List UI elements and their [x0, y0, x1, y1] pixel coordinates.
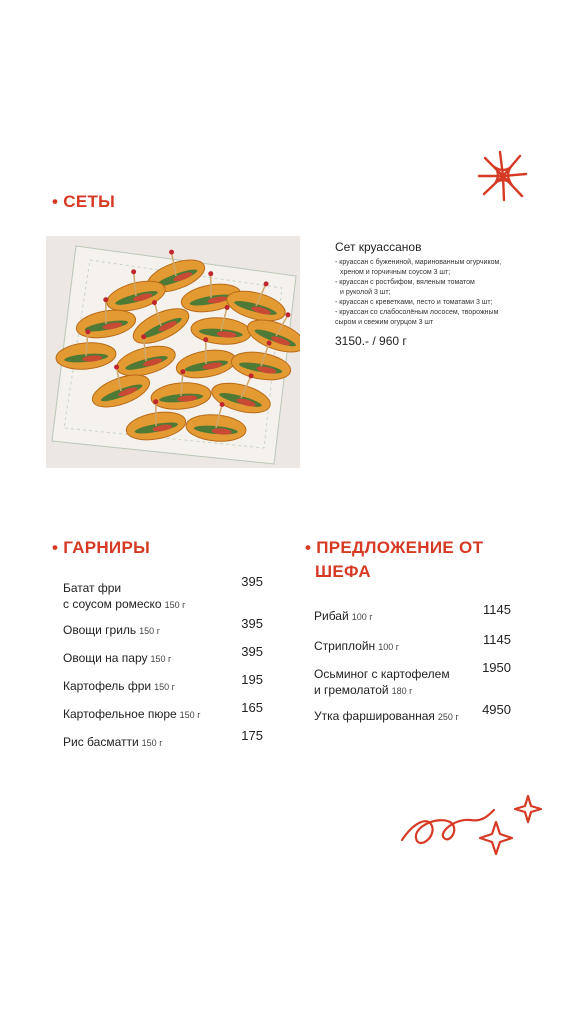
item-weight: 150 г — [164, 600, 186, 610]
chef-title-text: ПРЕДЛОЖЕНИЕ ОТ — [316, 538, 484, 557]
menu-item — [63, 644, 263, 678]
set-desc-line: и руколой 3 шт; — [340, 289, 391, 296]
set-name: Сет круассанов — [335, 240, 422, 254]
item-price: 1145 — [483, 632, 511, 647]
chef-title — [305, 536, 483, 584]
bullet: • — [52, 192, 59, 211]
item-price: 175 — [241, 728, 263, 743]
item-weight: 180 г — [391, 686, 413, 696]
menu-item — [63, 728, 263, 762]
bullet: • — [52, 538, 59, 557]
item-weight: 150 г — [154, 682, 175, 692]
bullet: • — [305, 538, 312, 557]
item-name: Утка фаршированная — [314, 709, 435, 723]
set-description — [335, 258, 535, 328]
sides-title — [52, 536, 150, 560]
sides-title-text: ГАРНИРЫ — [63, 538, 151, 557]
item-name: Рибай — [314, 609, 349, 623]
chef-title-line2: ШЕФА — [315, 562, 371, 581]
set-desc-line: - круассан с ростбифом, вяленым томатом — [335, 279, 475, 286]
item-weight: 250 г — [437, 712, 459, 722]
item-price: 395 — [241, 644, 263, 659]
item-name-cont: с соусом ромеско — [63, 597, 162, 611]
item-name-line — [314, 608, 511, 625]
item-name: Овощи гриль — [63, 623, 137, 637]
item-weight: 150 г — [141, 738, 163, 748]
item-name: Рис басматти — [63, 735, 139, 749]
menu-item — [314, 602, 511, 638]
item-name: Батат фри — [63, 581, 122, 595]
item-weight: 150 г — [139, 626, 160, 636]
item-name-line — [63, 622, 263, 639]
croissant-set-photo — [46, 236, 300, 468]
menu-item — [63, 616, 263, 650]
item-price: 195 — [241, 672, 263, 687]
item-price: 395 — [241, 574, 263, 589]
chef-list — [314, 602, 511, 736]
menu-item — [63, 672, 263, 706]
item-price: 4950 — [482, 702, 511, 717]
item-name-line — [63, 650, 263, 667]
item-name: Осьминог с картофелем — [314, 667, 450, 681]
chef-title-line1 — [305, 536, 483, 560]
item-name-line — [314, 638, 511, 655]
item-name-line2 — [314, 682, 511, 699]
set-desc-line: хреном и горчичным соусом 3 шт; — [340, 269, 451, 276]
item-price: 1145 — [483, 602, 511, 617]
item-price: 1950 — [482, 660, 511, 675]
set-item — [335, 240, 535, 348]
menu-item — [314, 702, 511, 736]
set-desc-line: - круассан со слабосолёным лососем, творожным — [335, 309, 499, 316]
swirl-sparkles-doodle-icon — [398, 792, 548, 872]
item-name: Картофельное пюре — [63, 707, 177, 721]
item-name: Овощи на пару — [63, 651, 148, 665]
menu-item — [63, 574, 263, 622]
item-weight: 100 г — [351, 612, 373, 622]
sides-list — [63, 574, 263, 762]
set-price: 3150.- / 960 г — [335, 334, 407, 348]
item-weight: 150 г — [150, 654, 172, 664]
item-weight: 150 г — [179, 710, 201, 720]
item-price: 395 — [241, 616, 263, 631]
item-name-cont: и гремолатой — [314, 683, 389, 697]
menu-item — [63, 700, 263, 734]
set-desc-line: сыром и свежим огурцом 3 шт — [335, 319, 434, 326]
set-desc-line: - круассан с бужениной, маринованным огурчиком, — [335, 259, 502, 266]
item-weight: 100 г — [378, 642, 399, 652]
sets-title — [52, 190, 115, 214]
set-desc-line: - круассан с креветками, песто и томатами 3 шт; — [335, 299, 493, 306]
item-price: 165 — [241, 700, 263, 715]
sets-title-text: СЕТЫ — [63, 192, 116, 211]
item-name-line — [63, 706, 263, 723]
item-name-line — [63, 678, 263, 695]
item-name: Стриплойн — [314, 639, 376, 653]
item-name: Картофель фри — [63, 679, 152, 693]
star-doodle-icon — [476, 148, 530, 204]
item-name-line2 — [63, 596, 263, 613]
item-name-line — [63, 734, 263, 751]
